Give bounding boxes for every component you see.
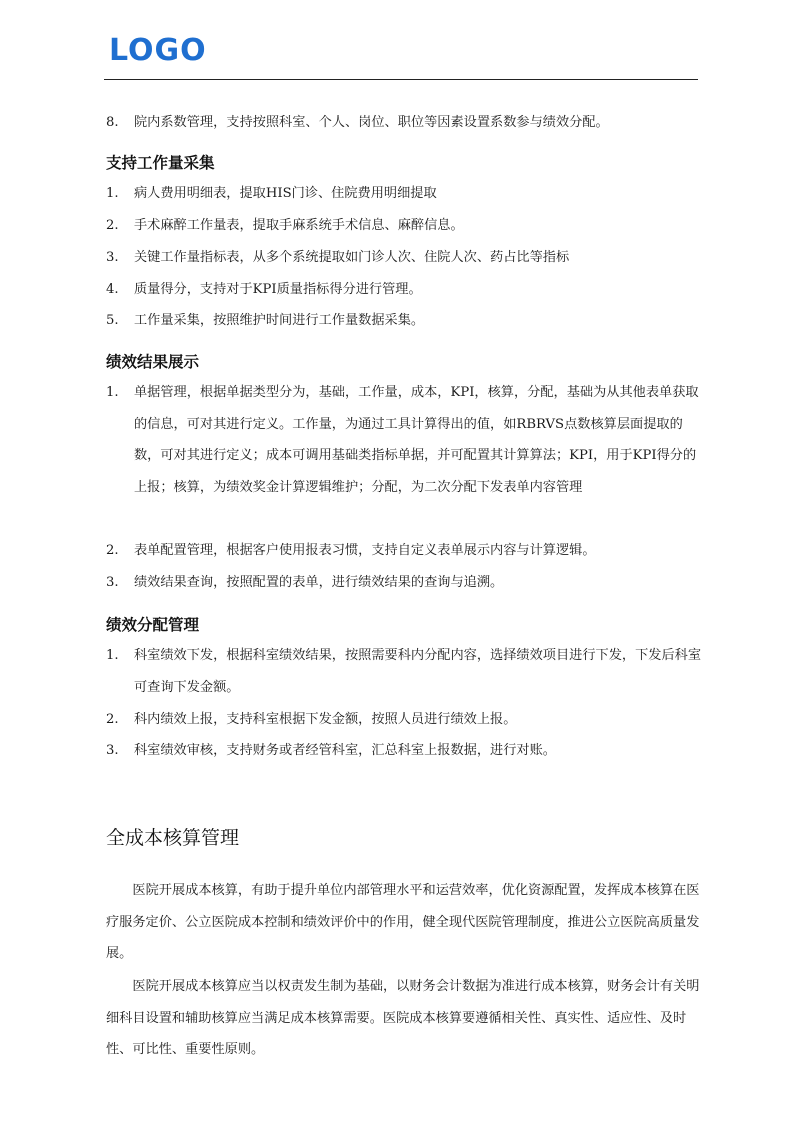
- list-text: 关键工作量指标表，从多个系统提取如门诊人次、住院人次、药占比等指标: [134, 250, 570, 265]
- logo: LOGO: [109, 33, 207, 68]
- list-number: 1.: [106, 648, 119, 663]
- list-item: [106, 210, 702, 242]
- list-item: [106, 567, 702, 599]
- list-text: 绩效结果查询，按照配置的表单，进行绩效结果的查询与追溯。: [134, 575, 504, 590]
- paragraph: 医院开展成本核算应当以权责发生制为基础，以财务会计数据为准进行成本核算，财务会计有关明细科目设置和辅助核算应当满足成本核算需要。医院成本核算要遵循相关性、真实性、适应性、及时性、可比性、重要性原则。: [106, 979, 700, 1057]
- list-text: 科内绩效上报，支持科室根据下发金额，按照人员进行绩效上报。: [134, 712, 517, 727]
- list-number: 3.: [106, 250, 119, 265]
- list-number: 2.: [106, 218, 119, 233]
- list-text: 质量得分，支持对于KPI质量指标得分进行管理。: [134, 282, 422, 297]
- list-text: 科室绩效下发，根据科室绩效结果，按照需要科内分配内容，选择绩效项目进行下发，下发后科室可查询下发金额。: [134, 648, 702, 695]
- paragraph: 医院开展成本核算，有助于提升单位内部管理水平和运营效率，优化资源配置，发挥成本核算在医疗服务定价、公立医院成本控制和绩效评价中的作用，健全现代医院管理制度，推进公立医院高质量发展。: [106, 883, 700, 961]
- list-item: [106, 735, 702, 767]
- list-number: 3.: [106, 575, 119, 590]
- list-item: [106, 274, 702, 306]
- list-number: 2.: [106, 712, 119, 727]
- chapter-title: 全成本核算管理: [106, 827, 240, 849]
- list-item: [106, 377, 702, 503]
- list-text: 病人费用明细表，提取HIS门诊、住院费用明细提取: [134, 186, 437, 201]
- list-item: [106, 107, 702, 139]
- list-number: 5.: [106, 313, 119, 328]
- list-item: [106, 178, 702, 210]
- header-divider: [104, 79, 698, 80]
- list-number: 1.: [106, 385, 119, 400]
- list-item: [106, 640, 702, 703]
- list-item: [106, 305, 702, 337]
- list-item: [106, 242, 702, 274]
- list-item: [106, 535, 702, 567]
- list-number: 8.: [106, 115, 119, 130]
- list-text: 工作量采集，按照维护时间进行工作量数据采集。: [134, 313, 425, 328]
- section-heading-distribution: 绩效分配管理: [106, 616, 200, 634]
- list-number: 2.: [106, 543, 119, 558]
- list-number: 4.: [106, 282, 119, 297]
- section-heading-workload: 支持工作量采集: [106, 154, 215, 172]
- list-number: 3.: [106, 743, 119, 758]
- list-item: [106, 704, 702, 736]
- list-text: 科室绩效审核，支持财务或者经管科室，汇总科室上报数据，进行对账。: [134, 743, 556, 758]
- section-heading-results: 绩效结果展示: [106, 353, 200, 371]
- list-text: 手术麻醉工作量表，提取手麻系统手术信息、麻醉信息。: [134, 218, 464, 233]
- list-text: 院内系数管理，支持按照科室、个人、岗位、职位等因素设置系数参与绩效分配。: [134, 115, 609, 130]
- list-text: 表单配置管理，根据客户使用报表习惯，支持自定义表单展示内容与计算逻辑。: [134, 543, 596, 558]
- list-number: 1.: [106, 186, 119, 201]
- list-text: 单据管理，根据单据类型分为，基础，工作量，成本，KPI，核算，分配，基础为从其他表单获取的信息，可对其进行定义。工作量，为通过工具计算得出的值，如RBRVS点数核算层面提取的数，可对其进行定义；成本可调用基础类指标单据，并可配置其计算算法；KPI，用于KPI得分的上报；核算，为绩效奖金计算逻辑维护；分配，为二次分配下发表单内容管理: [134, 385, 699, 495]
